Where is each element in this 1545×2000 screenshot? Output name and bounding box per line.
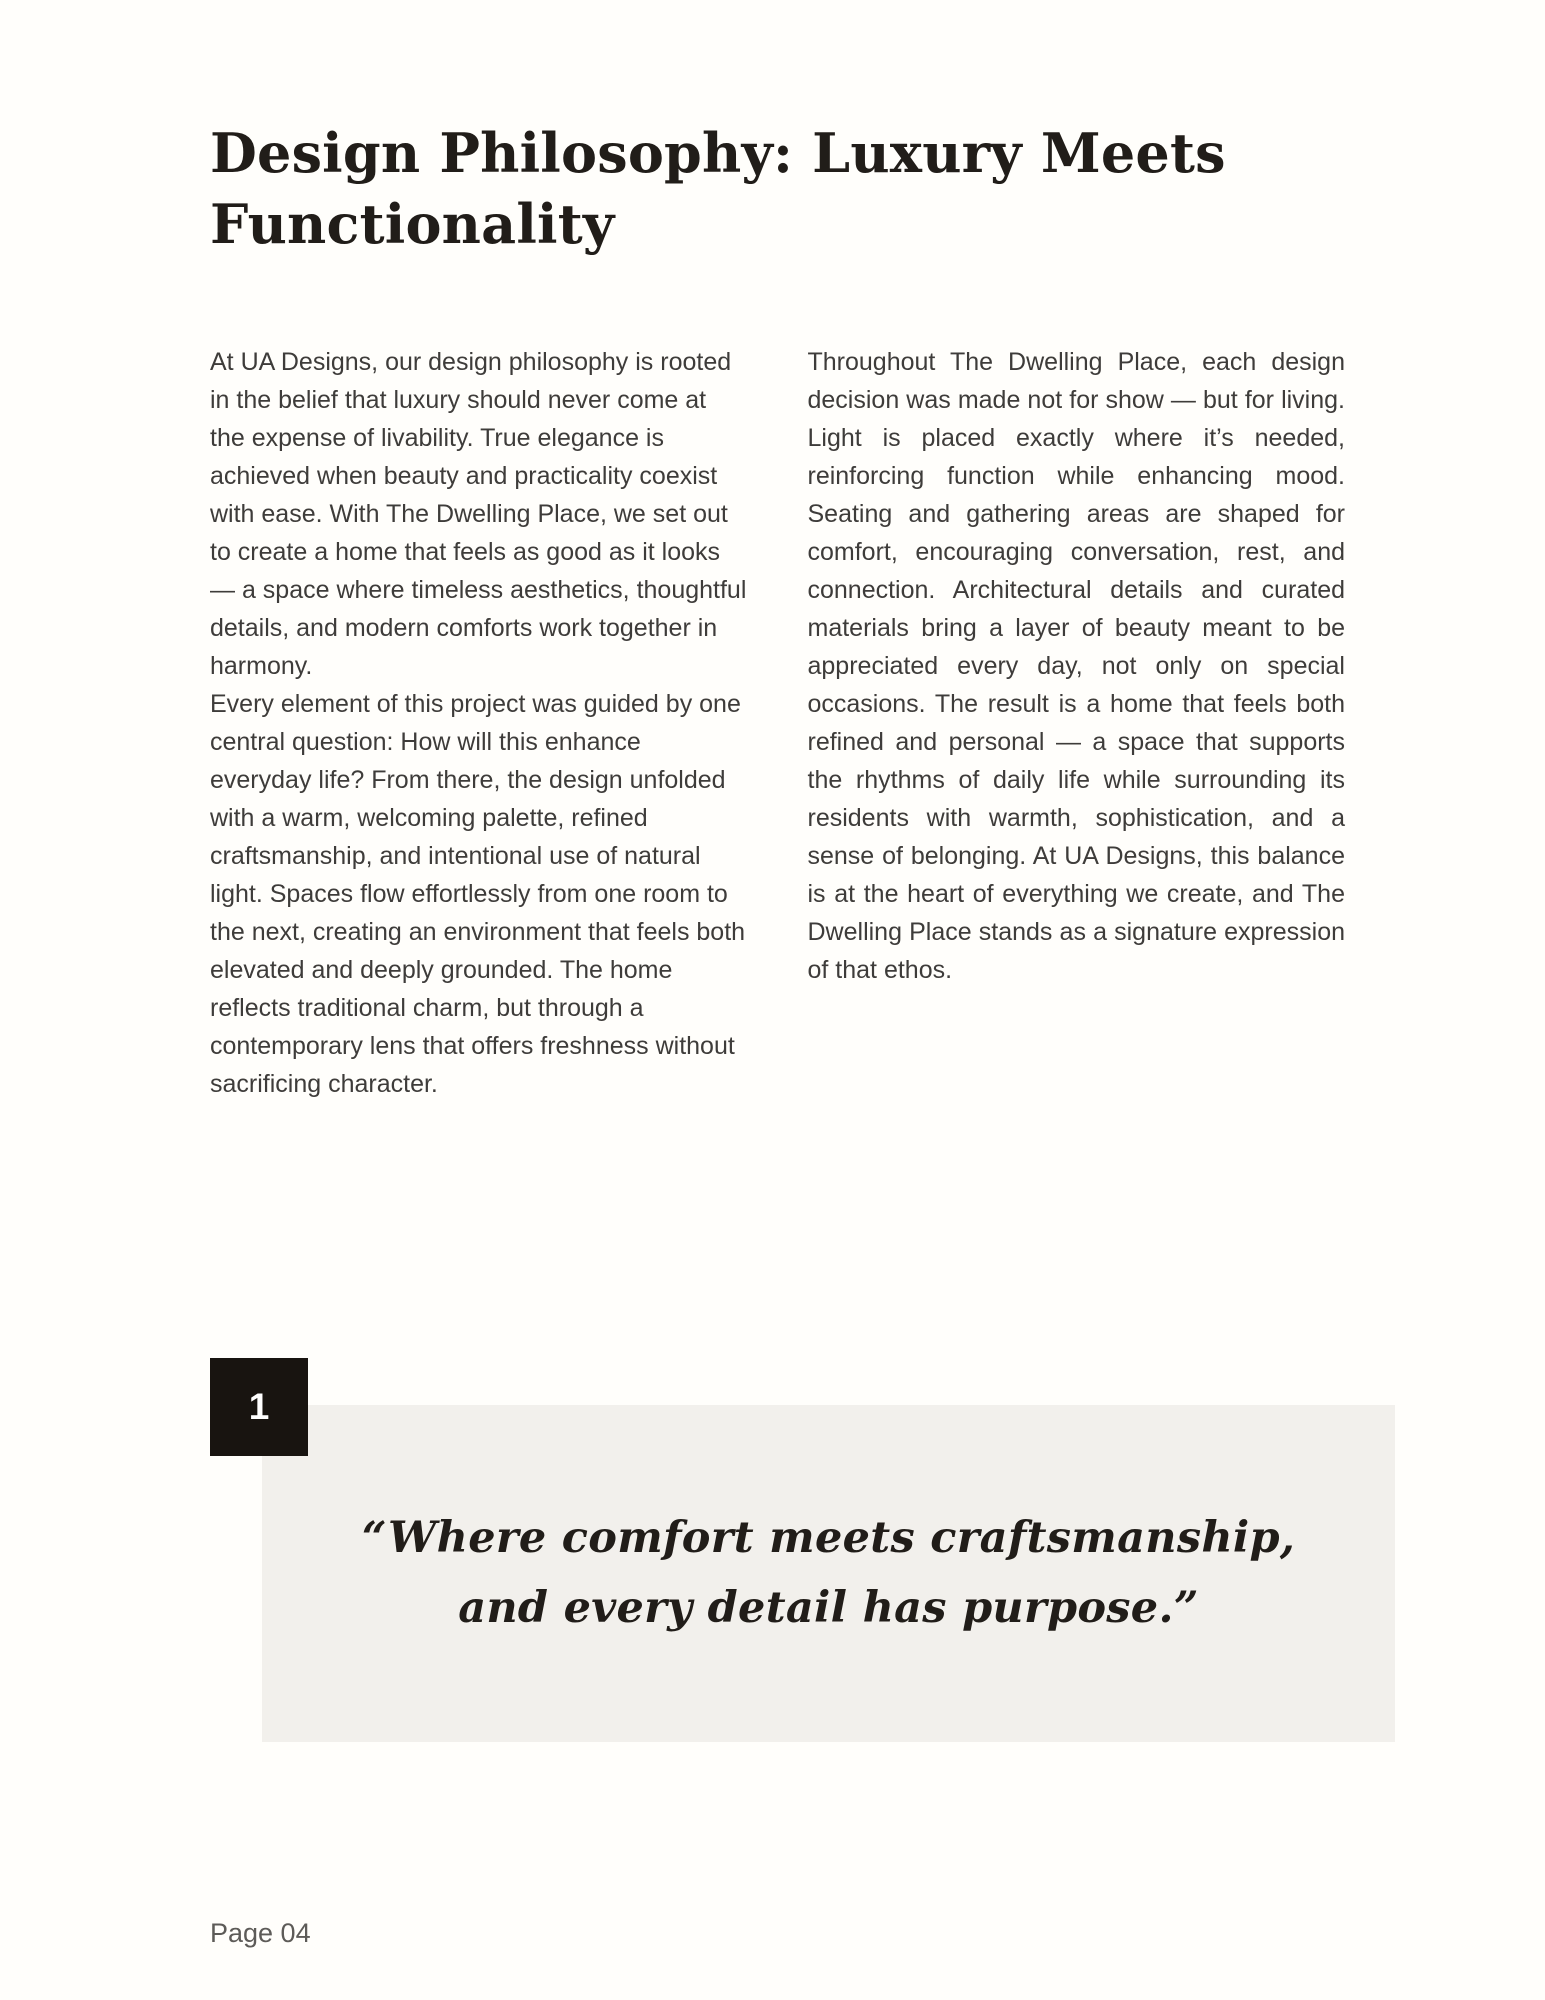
quote-box bbox=[262, 1405, 1395, 1742]
right-column bbox=[808, 343, 1346, 1103]
paragraph: Every element of this project was guided by one central question: How will this enhance everyday life? From there, the design unfolded with a warm, welcoming palette, refined craftsmanship, and intentional use of natural light. Spaces flow effortlessly from one room to the next, creating an environment that feels both elevated and deeply grounded. The home reflects traditional charm, but through a contemporary lens that offers freshness without sacrificing character. bbox=[210, 689, 746, 1098]
page-content bbox=[0, 118, 1545, 1103]
page-title bbox=[210, 118, 1345, 261]
page-number: Page 04 bbox=[210, 1918, 311, 1948]
left-column bbox=[210, 343, 748, 1103]
page-title-line-2: Functionality bbox=[210, 192, 615, 257]
callout-number-badge bbox=[210, 1358, 308, 1456]
callout-number: 1 bbox=[248, 1386, 270, 1427]
page-title-line-1: Design Philosophy: Luxury Meets bbox=[210, 121, 1226, 185]
quote-line-2: and every detail has purpose.” bbox=[458, 1582, 1199, 1633]
paragraph: At UA Designs, our design philosophy is rooted in the belief that luxury should never come at the expense of livability. True elegance is achieved when beauty and practicality coexist with ease. With The Dwelling Place, we set out to create a home that feels as good as it looks — a space where timeless aesthetics, thoughtful details, and modern comforts work together in harmony. bbox=[210, 347, 747, 680]
quote-line-1: “Where comfort meets craftsmanship, bbox=[361, 1512, 1296, 1563]
paragraph: Throughout The Dwelling Place, each design decision was made not for show — but for living. Light is placed exactly where it’s needed, reinforcing function while enhancing mood. Seating and gathering areas are shaped for comfort, encouraging conversation, rest, and connection. Architectural details and curated materials bring a layer of beauty meant to be appreciated every day, not only on special occasions. The result is a home that feels both refined and personal — a space that supports the rhythms of daily life while surrounding its residents with warmth, sophistication, and a sense of belonging. At UA Designs, this balance is at the heart of everything we create, and The Dwelling Place stands as a signature expression of that ethos. bbox=[807, 347, 1345, 984]
quote-callout bbox=[210, 1358, 1400, 1748]
body-columns bbox=[210, 343, 1345, 1103]
